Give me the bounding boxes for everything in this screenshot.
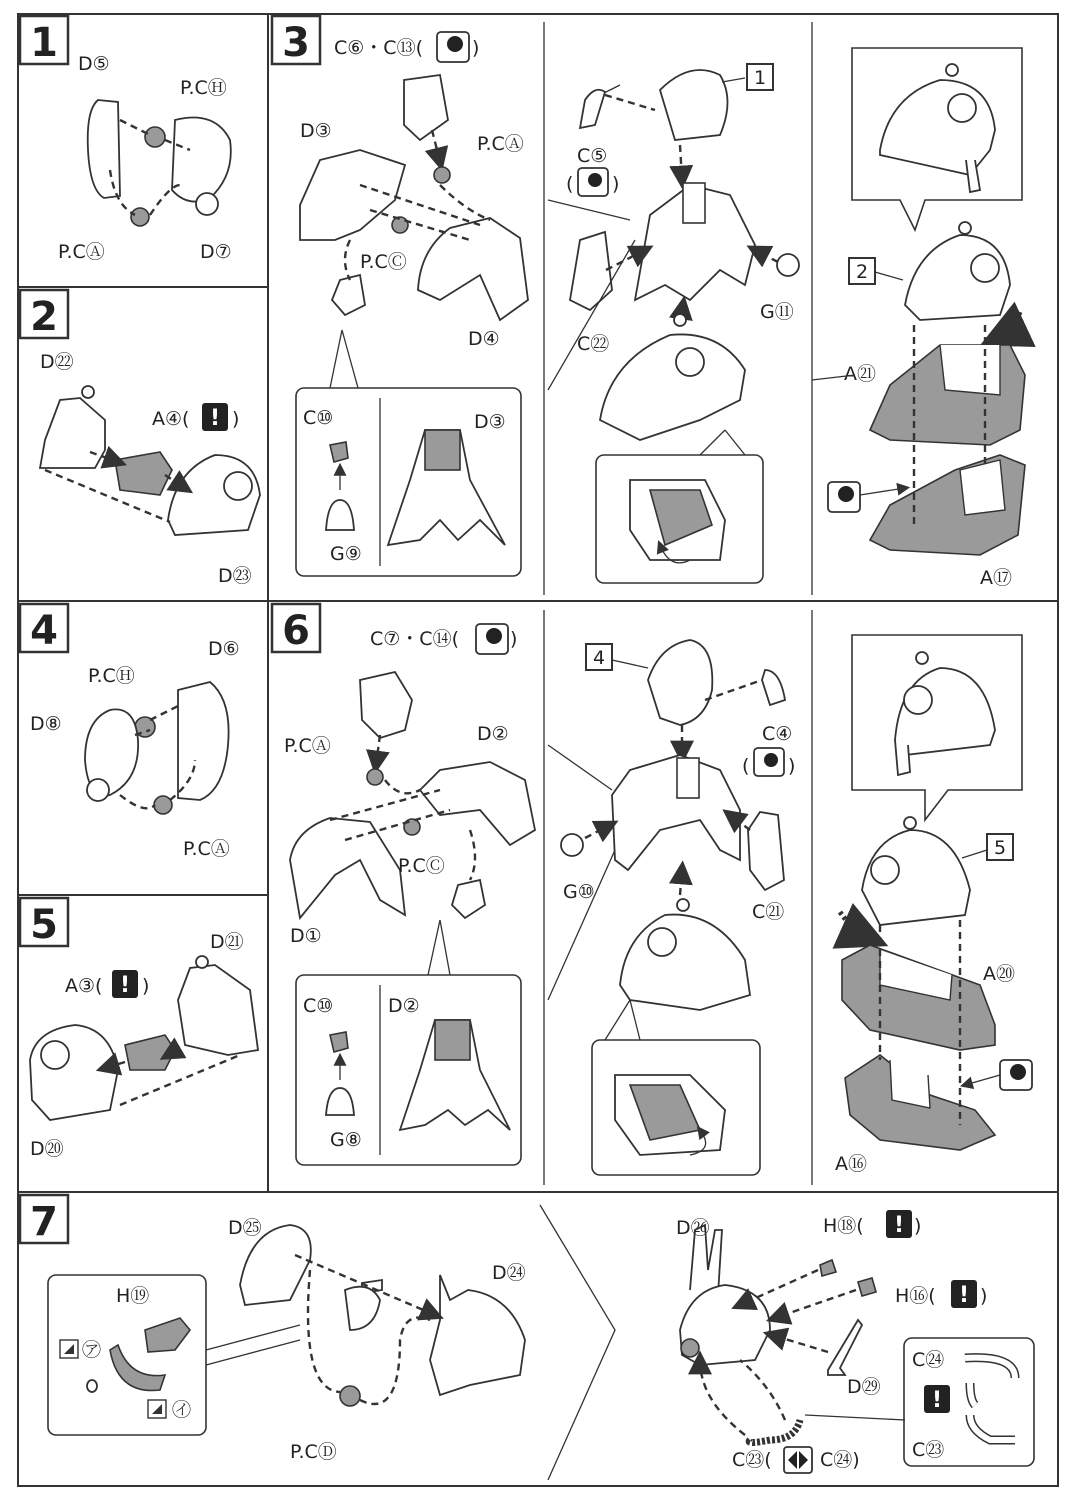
part-g10: [561, 834, 583, 856]
part-d2: [420, 762, 535, 845]
label: C㉔): [820, 1449, 860, 1471]
part-c22: [570, 232, 612, 310]
label: ㋐: [82, 1339, 102, 1361]
body-lower: [600, 334, 745, 440]
label: A⑯: [835, 1153, 867, 1175]
label: (: [742, 755, 750, 777]
label: H⑲: [116, 1285, 150, 1307]
label: ): [232, 408, 240, 430]
label: P.CⒶ: [477, 133, 524, 155]
step-7: [20, 1195, 1034, 1480]
label: H⑱(: [823, 1215, 864, 1237]
label: D㉙: [847, 1376, 881, 1398]
caution-mark: !: [119, 973, 131, 998]
step-number: 7: [30, 1199, 58, 1245]
label: D⑤: [78, 53, 110, 75]
part-a3: [125, 1035, 175, 1070]
part-a20: [842, 945, 995, 1050]
label: G⑩: [563, 881, 595, 903]
part-d24: [430, 1275, 525, 1395]
step-number: 2: [30, 294, 58, 340]
label: D⑧: [30, 713, 62, 735]
label: C⑥・C⑬(: [334, 37, 423, 59]
step-5: [20, 898, 258, 1160]
label: P.CⒹ: [290, 1441, 337, 1463]
part-d21: [178, 965, 258, 1055]
label: ): [980, 1285, 988, 1307]
label: D㉔: [492, 1262, 526, 1284]
part-d22: [40, 398, 105, 468]
part-a4: [115, 452, 172, 495]
label: D③: [300, 120, 332, 142]
part-pc-d: [340, 1386, 360, 1406]
step-4: [20, 604, 240, 860]
assembly-1: [660, 70, 728, 140]
part-g11: [777, 254, 799, 276]
label: D④: [468, 328, 500, 350]
label: C㉒: [577, 333, 610, 355]
label: D⑳: [30, 1138, 64, 1160]
label: ): [788, 755, 796, 777]
label: P.CⒽ: [180, 77, 227, 99]
label: ): [510, 628, 518, 650]
label: C④: [762, 723, 793, 745]
caution-mark: !: [893, 1213, 905, 1238]
caution-mark: !: [958, 1283, 970, 1308]
label: A⑳: [983, 963, 1015, 985]
step-number: 5: [30, 902, 58, 948]
part-d7: [172, 118, 231, 202]
step-1: [20, 16, 232, 263]
step-number: 3: [282, 20, 310, 66]
part-pc-c: [392, 217, 408, 233]
part-d20: [30, 1025, 118, 1120]
label: A㉑: [844, 363, 876, 385]
part-d6: [178, 682, 229, 800]
part-pc-h: [145, 127, 165, 147]
label: D㉕: [228, 1217, 262, 1239]
label: A⑰: [980, 567, 1012, 589]
part-c6-c13: [404, 75, 448, 140]
label: P.CⒸ: [360, 251, 407, 273]
label: A④(: [152, 408, 190, 430]
label: C⑩: [303, 407, 334, 429]
label: D⑦: [200, 241, 232, 263]
part-c7-c14: [360, 672, 412, 738]
label: G⑨: [330, 543, 362, 565]
step-number: 4: [30, 608, 58, 654]
part-g8: [452, 880, 485, 918]
label: ): [472, 37, 480, 59]
label: D②: [477, 723, 509, 745]
label: 2: [855, 261, 869, 283]
label: ㋑: [172, 1399, 192, 1421]
label: D㉑: [210, 931, 244, 953]
part-pc-a: [131, 208, 149, 226]
label: C㉓: [912, 1439, 945, 1461]
part-d4: [418, 218, 528, 320]
label: ): [142, 975, 150, 997]
label: 4: [592, 647, 606, 669]
part-d29: [828, 1320, 862, 1375]
label: G⑧: [330, 1129, 362, 1151]
label: A③(: [65, 975, 103, 997]
part-c5: [580, 90, 605, 128]
part-g9: [332, 275, 365, 315]
label: ): [612, 173, 620, 195]
label: D②: [388, 995, 420, 1017]
part-d5: [88, 100, 120, 198]
step-number: 6: [282, 608, 310, 654]
part-c21: [748, 812, 784, 890]
step-3: [272, 16, 1025, 589]
label: ): [914, 1215, 922, 1237]
caution-mark: !: [931, 1388, 943, 1413]
step-number: 1: [30, 20, 58, 66]
label: 1: [753, 67, 767, 89]
part-c4: [762, 670, 785, 705]
label: P.CⒶ: [284, 735, 331, 757]
label: C⑤: [577, 145, 608, 167]
label: D⑥: [208, 638, 240, 660]
label: D㉓: [218, 565, 252, 587]
step-2: [20, 290, 260, 587]
part-h16: [858, 1278, 876, 1296]
caution-mark: !: [209, 406, 221, 431]
label: (: [566, 173, 574, 195]
label: D㉒: [40, 351, 74, 373]
label: C㉓(: [732, 1449, 772, 1471]
body-lower: [620, 915, 750, 1010]
label: D③: [474, 411, 506, 433]
assembly-4: [648, 640, 712, 725]
label: C㉔: [912, 1349, 945, 1371]
label: P.CⒶ: [183, 838, 230, 860]
body-core: [612, 755, 740, 870]
label: D㉖: [676, 1217, 710, 1239]
label: C⑩: [303, 995, 334, 1017]
label: G⑪: [760, 301, 794, 323]
step-6: [272, 604, 1032, 1175]
label: 5: [993, 837, 1007, 859]
part-d1: [290, 818, 405, 918]
label: C㉑: [752, 901, 785, 923]
label: H⑯(: [895, 1285, 936, 1307]
part-h18: [820, 1260, 836, 1276]
label: P.CⒸ: [398, 855, 445, 877]
label: D①: [290, 925, 322, 947]
label: P.CⒽ: [88, 665, 135, 687]
label: P.CⒶ: [58, 241, 105, 263]
label: C⑦・C⑭(: [370, 628, 459, 650]
